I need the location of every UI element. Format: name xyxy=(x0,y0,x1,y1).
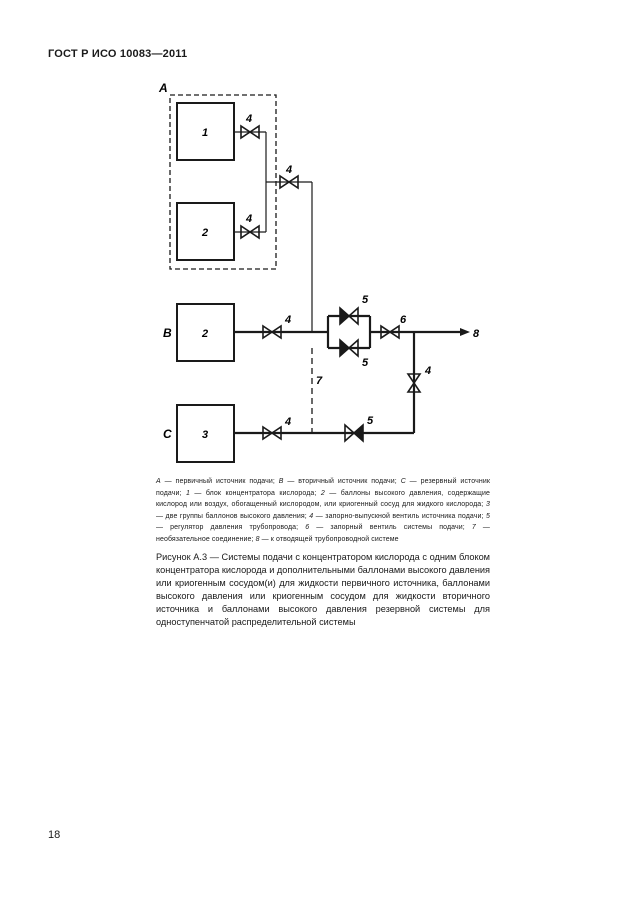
label-6: 6 xyxy=(400,314,407,326)
page-number: 18 xyxy=(48,829,61,841)
group-a-enclosure xyxy=(170,95,276,269)
group-c-label: C xyxy=(163,427,172,441)
group-a-label: A xyxy=(159,81,168,95)
legend-item: 8 — к отводящей трубопроводной системе xyxy=(255,535,399,543)
label-4-a2: 4 xyxy=(246,213,253,225)
document-header: ГОСТ Р ИСО 10083—2011 xyxy=(48,48,188,60)
label-4-vertical: 4 xyxy=(425,365,432,377)
label-5-upper: 5 xyxy=(362,294,369,306)
legend-item: C — резервный источник подачи; xyxy=(156,478,490,497)
box-b-label: 2 xyxy=(201,328,209,340)
figure-legend xyxy=(156,476,490,545)
legend-item: A — первичный источник подачи; xyxy=(156,478,279,485)
legend-item: 2 — баллоны высокого давления, содержащие кислород или воздух, обогащенный кислородом, или криогенный сосуд для жидкого кислорода; xyxy=(156,489,491,508)
label-4-b: 4 xyxy=(285,314,292,326)
legend-item: 4 — запорно-выпускной вентиль источника подачи; xyxy=(309,512,486,520)
label-4-a-combined: 4 xyxy=(286,164,293,176)
label-8: 8 xyxy=(473,328,480,340)
outlet-arrow xyxy=(460,328,470,336)
label-7: 7 xyxy=(316,375,323,387)
legend-item: 6 — запорный вентиль системы подачи; xyxy=(305,524,472,531)
label-4-c: 4 xyxy=(285,416,292,428)
box-c-label: 3 xyxy=(201,429,209,441)
label-4-a1: 4 xyxy=(246,113,253,125)
figure-caption: Рисунок А.3 — Системы подачи с концентратором кислорода с одним блоком концентратора кислорода и дополнительными баллонами высокого давления или криогенным сосудом(и) для жидкости первичного источника, баллонами высокого давления или криогенным сосудом для жидкости вторичного источника и баллонами высокого давления резервной системы для одноступенчатой распределительной системы xyxy=(156,552,490,628)
legend-item: 7 — необязательное соединение; xyxy=(156,524,490,543)
legend-item: B — вторичный источник подачи; xyxy=(278,478,401,485)
box-a1-label: 1 xyxy=(201,127,209,139)
legend-item: 1 — блок концентратора кислорода; xyxy=(185,489,321,497)
label-5-lower: 5 xyxy=(362,357,369,369)
group-b-label: B xyxy=(163,326,172,340)
legend-item: 5 — регулятор давления трубопровода; xyxy=(156,512,490,531)
pipes-group-a xyxy=(234,132,312,332)
label-5-reserve: 5 xyxy=(367,415,374,427)
legend-item: 3 — две группы баллонов высокого давления; xyxy=(156,501,490,520)
box-a2-label: 2 xyxy=(201,227,209,239)
